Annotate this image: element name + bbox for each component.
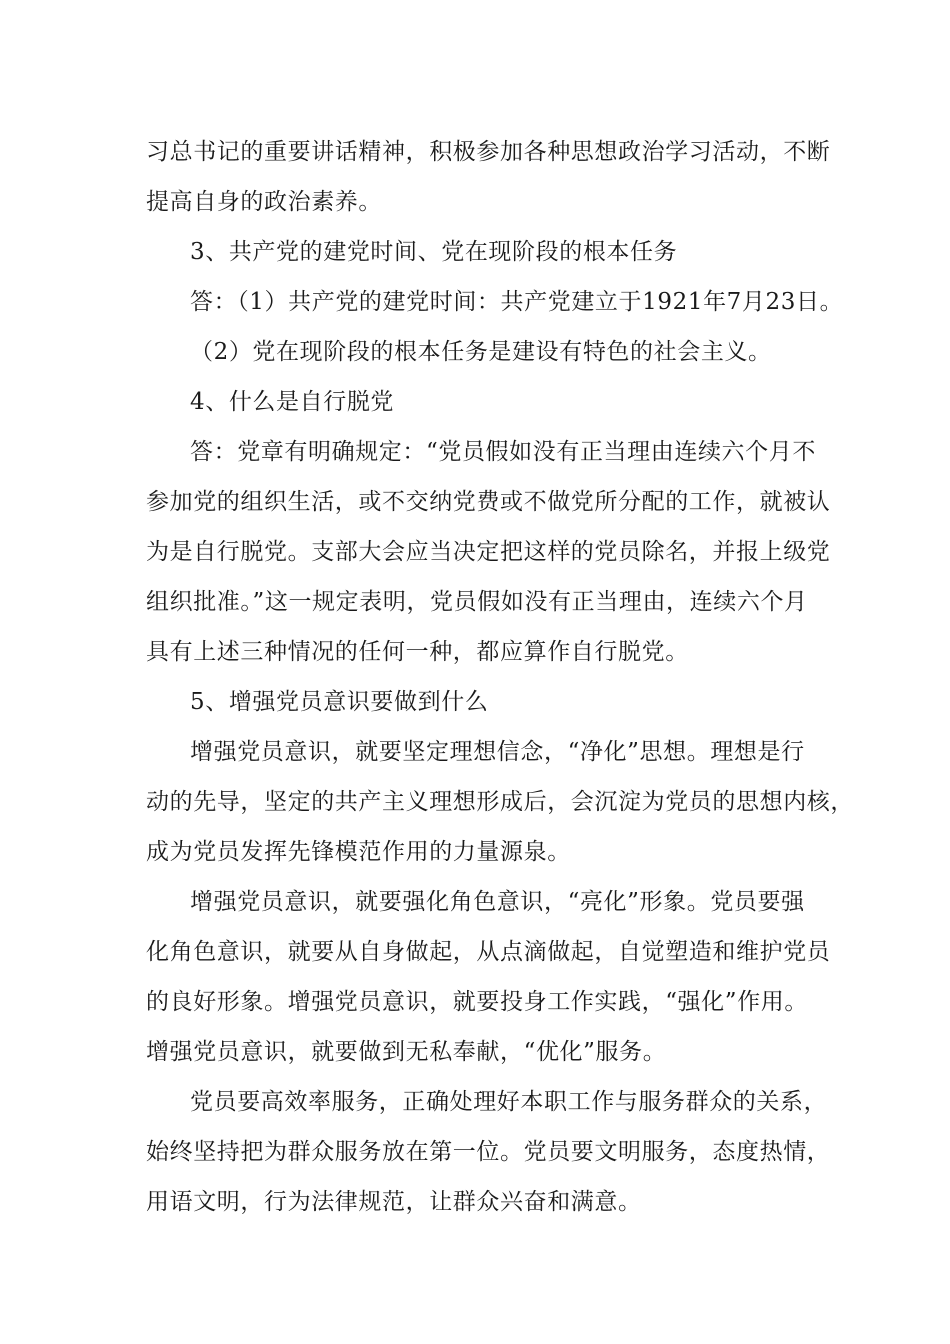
text-line: 始终坚持把为群众服务放在第一位。党员要文明服务，态度热情， [146,1139,831,1165]
text-line: 为是自行脱党。支部大会应当决定把这样的党员除名，并报上级党 [146,539,831,565]
question-heading: 3、共产党的建党时间、党在现阶段的根本任务 [190,239,678,265]
text-line: 党员要高效率服务，正确处理好本职工作与服务群众的关系， [190,1089,828,1115]
text-line: 组织批准。”这一规定表明，党员假如没有正当理由，连续六个月 [146,589,808,615]
text-line: 化角色意识，就要从自身做起，从点滴做起，自觉塑造和维护党员 [146,939,831,965]
text-line: 习总书记的重要讲话精神，积极参加各种思想政治学习活动，不断 [146,139,831,165]
text-line: 参加党的组织生活，或不交纳党费或不做党所分配的工作，就被认 [146,489,831,515]
text-line: 动的先导，坚定的共产主义理想形成后，会沉淀为党员的思想内核， [146,789,854,815]
question-heading: 5、增强党员意识要做到什么 [190,689,489,715]
text-line: 提高自身的政治素养。 [146,189,382,215]
text-line: 具有上述三种情况的任何一种，都应算作自行脱党。 [146,639,689,665]
answer-line: （2）党在现阶段的根本任务是建设有特色的社会主义。 [190,339,772,365]
question-heading: 4、什么是自行脱党 [190,389,395,415]
text-line: 增强党员意识，就要做到无私奉献，“优化”服务。 [146,1039,667,1065]
text-line: 成为党员发挥先锋模范作用的力量源泉。 [146,839,571,865]
text-line: 的良好形象。增强党员意识，就要投身工作实践，“强化”作用。 [146,989,808,1015]
text-line: 增强党员意识，就要强化角色意识，“亮化”形象。党员要强 [190,889,805,915]
answer-line: 答：党章有明确规定：“党员假如没有正当理由连续六个月不 [190,439,816,465]
text-line: 增强党员意识，就要坚定理想信念，“净化”思想。理想是行 [190,739,805,765]
answer-line: 答：（1）共产党的建党时间：共产党建立于1921年7月23日。 [190,289,844,315]
text-line: 用语文明，行为法律规范，让群众兴奋和满意。 [146,1189,642,1215]
